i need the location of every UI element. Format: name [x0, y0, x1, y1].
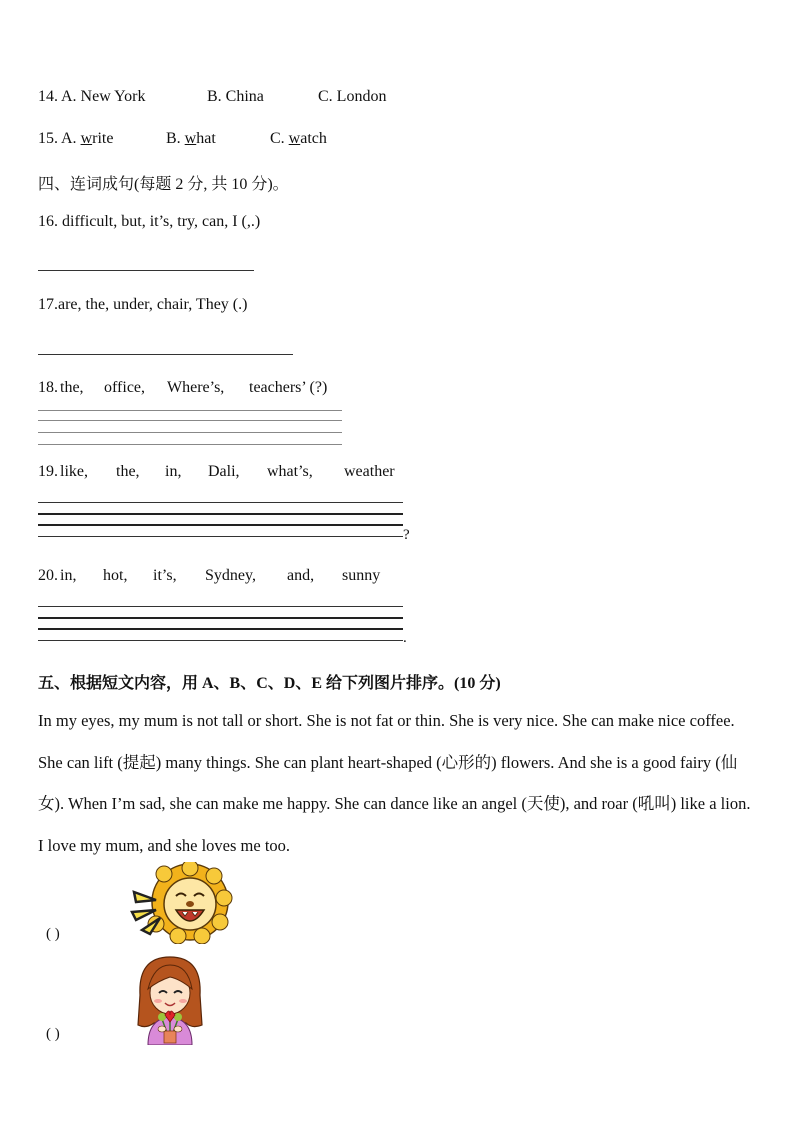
- q19-answer-line[interactable]: [38, 513, 403, 515]
- q15-option-c: C. watch: [270, 130, 327, 147]
- q17-answer-line[interactable]: [38, 354, 293, 355]
- q19-word: the,: [116, 463, 140, 480]
- q20-answer-line[interactable]: [38, 606, 403, 607]
- q18-answer-line[interactable]: [38, 432, 342, 433]
- q18-answer-line[interactable]: [38, 444, 342, 445]
- q20-word: hot,: [103, 567, 128, 584]
- q18-answer-line[interactable]: [38, 420, 342, 421]
- answer-paren[interactable]: ( ): [46, 926, 60, 942]
- q20-word: and,: [287, 567, 315, 584]
- q18-word: Where’s,: [167, 379, 225, 396]
- q19-word: weather: [344, 463, 395, 480]
- q14-option-c: C. London: [318, 88, 387, 105]
- q16-answer-line[interactable]: [38, 270, 254, 271]
- q15-option-b: B. what: [166, 130, 216, 147]
- q18-number: 18.: [38, 379, 58, 396]
- q20-answer-line[interactable]: [38, 628, 403, 630]
- q20-end-mark: .: [403, 630, 407, 646]
- q20-answer-line[interactable]: [38, 640, 403, 641]
- q18-answer-line[interactable]: [38, 410, 342, 411]
- q18-word: office,: [104, 379, 146, 396]
- lion-roaring-icon: [128, 862, 234, 944]
- question-17: 17.are, the, under, chair, They (.): [38, 296, 248, 313]
- q20-word: in,: [60, 567, 77, 584]
- q20-number: 20.: [38, 567, 58, 584]
- section-4-title: 四、连词成句(每题 2 分, 共 10 分)。: [38, 176, 289, 193]
- q19-word: what’s,: [267, 463, 313, 480]
- q18-word: the,: [60, 379, 84, 396]
- q14-option-a: A. New York: [61, 88, 146, 105]
- section-5-title: 五、根据短文内容，用 A、B、C、D、E 给下列图片排序。(10 分): [38, 675, 501, 692]
- q14-option-b: B. China: [207, 88, 264, 105]
- q19-answer-line[interactable]: [38, 524, 403, 526]
- q19-word: Dali,: [208, 463, 240, 480]
- q14-number: 14.: [38, 88, 58, 105]
- q15-number: 15.: [38, 130, 58, 147]
- q19-word: in,: [165, 463, 182, 480]
- q20-word: it’s,: [153, 567, 177, 584]
- q18-word: teachers’ (?): [249, 379, 328, 396]
- girl-with-flowers-icon: [132, 955, 208, 1045]
- q19-answer-line[interactable]: [38, 502, 403, 503]
- q20-answer-line[interactable]: [38, 617, 403, 619]
- q15-option-a: A. write: [61, 130, 114, 147]
- question-16: 16. difficult, but, it’s, try, can, I (,.): [38, 213, 261, 230]
- q19-number: 19.: [38, 463, 58, 480]
- q19-end-mark: ?: [403, 527, 410, 543]
- reading-passage: In my eyes, my mum is not tall or short. She is not fat or thin. She is very nice. She can make nice coffee. She can lift (提起) many things. She can plant heart-shaped (心形的) flowers. And she is a good fairy (仙女). When I’m sad, she can make me happy. She can dance like an angel (天使), and roar (吼叫) like a lion. I love my mum, and she loves me too.: [38, 711, 751, 855]
- q20-word: Sydney,: [205, 567, 256, 584]
- q19-answer-line[interactable]: [38, 536, 403, 537]
- q19-word: like,: [60, 463, 88, 480]
- q20-word: sunny: [342, 567, 381, 584]
- answer-paren[interactable]: ( ): [46, 1026, 60, 1042]
